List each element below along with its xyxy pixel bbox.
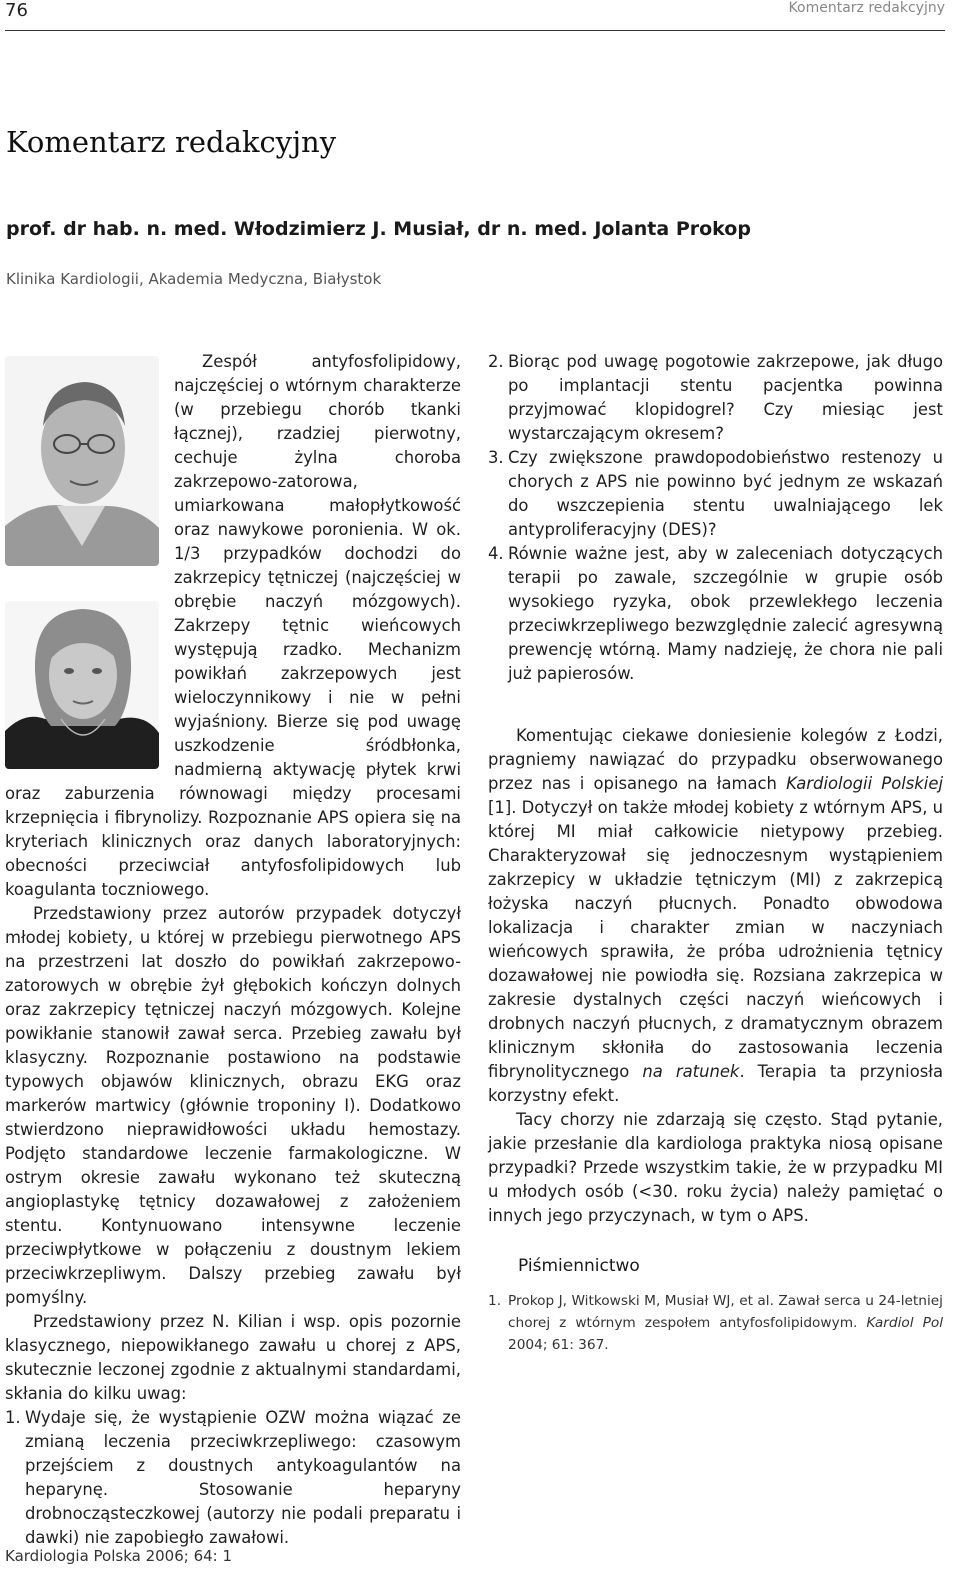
right-paragraph-2: Tacy chorzy nie zdarzają się często. Stąd pytanie, jakie przesłanie dla kardiologa praktyka niosą opisane przypadki? Przede wszystkim takie, że w przypadku MI u młodych osób (<30. roku życia) należy pamiętać o innych jego przyczynach, w tym o APS. — [488, 1110, 943, 1225]
italic-phrase: na ratunek — [642, 1062, 740, 1081]
right-paragraph-1 — [488, 724, 943, 1108]
list-item-number: 1. — [5, 1408, 21, 1427]
list-item — [488, 446, 943, 542]
reference-text-a: Prokop J, Witkowski M, Musiał WJ, et al. Zawał serca u 24-letniej chorej z wtórnym zespołem antyfosfolipidowym. — [508, 1293, 943, 1331]
author-photo-male — [5, 356, 159, 566]
list-item-number: 4. — [488, 544, 504, 563]
article-title: Komentarz redakcyjny — [6, 125, 337, 159]
list-item-text: Czy zwiększone prawdopodobieństwo restenozy u chorych z APS nie powinno być jednym ze wskazań do wszczepienia stentu uwalniającego lek antyproliferacyjny (DES)? — [508, 448, 943, 539]
list-item — [488, 350, 943, 446]
list-item-number: 2. — [488, 352, 504, 371]
list-item — [488, 542, 943, 686]
references-list — [488, 1290, 943, 1356]
running-title: Komentarz redakcyjny — [788, 0, 945, 16]
list-item-text: Wydaje się, że wystąpienie OZW można wiązać ze zmianą leczenia przeciwkrzepliwego: czasowym przejściem z doustnych antykoagulantów na heparynę. Stosowanie heparyny drobnocząsteczkowej (autorzy nie podali preparatu i dawki) nie zapobiegło zawałowi. — [25, 1408, 461, 1547]
reference-item — [488, 1290, 943, 1356]
list-item-text: Równie ważne jest, aby w zaleceniach dotyczących terapii po zawale, szczególnie w grupie osób wysokiego ryzyka, obok przewlekłego leczenia przeciwkrzepliwego bezwzględnie zalecić agresywną prewencję wtórną. Mamy nadzieję, że chora nie pali już papierosów. — [508, 544, 943, 683]
left-paragraph-2: Przedstawiony przez autorów przypadek dotyczył młodej kobiety, u której w przebiegu pierwotnego APS na przestrzeni lat doszło do powikłań zakrzepowo-zatorowych w obrębie żył głębokich kończyn dolnych oraz zakrzepicy tętniczej naczyń mózgowych. Kolejne powikłanie stanowił zawał serca. Przebieg zawału był klasyczny. Rozpoznanie postawiono na podstawie typowych objawów klinicznych, obrazu EKG oraz markerów martwicy (głównie troponiny I). Dodatkowo stwierdzono nieprawidłowości układu hemostazy. Podjęto standardowe leczenie farmakologiczne. W ostrym okresie zawału wykonano też skuteczną angioplastykę tętnicy dozawałowej z założeniem stentu. Kontynuowano intensywne leczenie przeciwpłytkowe w połączeniu z doustnym lekiem przeciwkrzepliwym. Dalszy przebieg zawału był pomyślny. — [5, 904, 461, 1307]
page-number: 76 — [5, 0, 28, 21]
footer-citation: Kardiologia Polska 2006; 64: 1 — [5, 1547, 233, 1565]
remarks-list-left — [5, 1406, 461, 1550]
remarks-list-right — [488, 350, 943, 686]
article-authors: prof. dr hab. n. med. Włodzimierz J. Musiał, dr n. med. Jolanta Prokop — [6, 218, 751, 240]
list-item — [5, 1406, 461, 1550]
article-affiliation: Klinika Kardiologii, Akademia Medyczna, Białystok — [6, 270, 382, 288]
journal-name: Kardiologii Polskiej — [786, 774, 943, 793]
list-item-text: Biorąc pod uwagę pogotowie zakrzepowe, jak długo po implantacji stentu pacjentka powinna przyjmować klopidogrel? Czy miesiąc jest wystarczającym okresem? — [508, 352, 943, 443]
left-column — [5, 350, 461, 1550]
author-photo-female — [5, 601, 159, 769]
list-item-number: 3. — [488, 448, 504, 467]
reference-journal: Kardiol Pol — [866, 1315, 944, 1331]
reference-text-b: 2004; 61: 367. — [508, 1337, 609, 1353]
reference-number: 1. — [488, 1293, 502, 1309]
header-divider — [5, 30, 945, 31]
right-paragraph-1-part-b: [1]. Dotyczył on także młodej kobiety z wtórnym APS, u której MI miał całkowicie nietypowy przebieg. Charakteryzował się jednoczesnym wystąpieniem zakrzepicy w układzie tętniczym (MI) z zakrzepicą łożyska naczyń płucnych. Ponadto obwodowa lokalizacja i charakter zmian w naczyniach wieńcowych sprawiła, że próba udrożnienia tętnicy dozawałowej nie powiodła się. Rozsiana zakrzepica w zakresie dystalnych części naczyń wieńcowych i drobnych naczyń płucnych, z dramatycznym obrazem klinicznym skłoniła do zastosowania leczenia fibrynolitycznego — [488, 798, 943, 1081]
right-column — [488, 350, 943, 1356]
right-paragraph-1-part-c: . Terapia ta przyniosła korzystny efekt. — [488, 1062, 943, 1105]
references-heading: Piśmiennictwo — [518, 1256, 640, 1276]
left-paragraph-1: Zespół antyfosfolipidowy, najczęściej o wtórnym charakterze (w przebiegu chorób tkanki łącznej), rzadziej pierwotny, cechuje żylna choroba zakrzepowo-zatorowa, umiarkowana małopłytkowość oraz nawykowe poronienia. W ok. 1/3 przypadków dochodzi do zakrzepicy tętniczej (najczęściej w obrębie naczyń mózgowych). Zakrzepy tętnic wieńcowych występują rzadko. Mechanizm powikłań zakrzepowych jest wieloczynnikowy i nie w pełni wyjaśniony. Bierze się pod uwagę uszkodzenie śródbłonka, nadmierną aktywację płytek krwi oraz zaburzenia równowagi między procesami krzepnięcia i fibrynolizy. Rozpoznanie APS opiera się na kryteriach klinicznych oraz danych laboratoryjnych: obecności przeciwciał antyfosfolipidowych lub koagulanta toczniowego. — [5, 352, 461, 899]
author-photos — [5, 350, 167, 769]
left-paragraph-3: Przedstawiony przez N. Kilian i wsp. opis pozornie klasycznego, niepowikłanego zawału u chorej z APS, skutecznie leczonej zgodnie z aktualnymi standardami, skłania do kilku uwag: — [5, 1312, 461, 1403]
right-paragraph-1-part-a: Komentując ciekawe doniesienie kolegów z Łodzi, pragniemy nawiązać do przypadku obserwowanego przez nas i opisanego na łamach — [488, 726, 943, 793]
